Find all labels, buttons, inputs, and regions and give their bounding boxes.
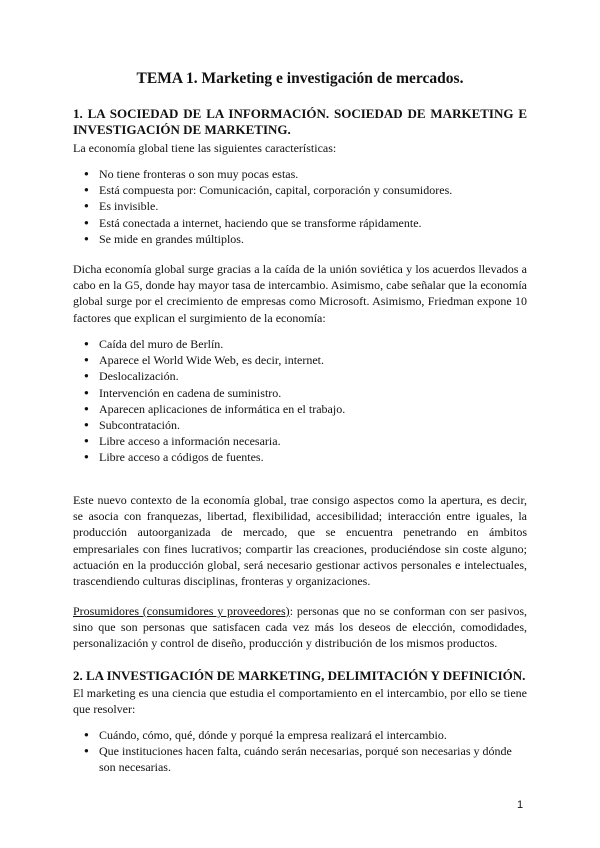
list-item: ● Aparece el World Wide Web, es decir, internet.: [73, 352, 527, 368]
section1-paragraph3: Este nuevo contexto de la economía global, trae consigo aspectos como la apertura, es decir, se asocia con franquezas, libertad, flexibilidad, accesibilidad; interacción entre iguales, la producción autoorganizada de mercado, que se encuentra penetrando en ámbitos empresariales con fines lucrativos; compartir las creaciones, produciéndose sin coste alguno; actuación en la producción global, será necesario gestionar activos personales e intelectuales, trascendiendo culturas disciplinas, fronteras y organizaciones.: [73, 493, 527, 589]
section1-paragraph2: Dicha economía global surge gracias a la caída de la unión soviética y los acuerdos llevados a cabo en la G5, donde hay mayor tasa de intercambio. Asimismo, cabe señalar que la economía global surge por el crecimiento de empresas como Microsoft. Asimismo, Friedman expone 10 factores que explican el surgimiento de la economía:: [73, 262, 527, 325]
list-item: ● Deslocalización.: [73, 368, 527, 384]
list-item: ● Está compuesta por: Comunicación, capital, corporación y consumidores.: [73, 182, 527, 198]
list-item: ● Caída del muro de Berlín.: [73, 336, 527, 352]
list-item: ● No tiene fronteras o son muy pocas estas.: [73, 166, 527, 182]
list-item: ● Libre acceso a códigos de fuentes.: [73, 449, 527, 465]
list-item: ● Libre acceso a información necesaria.: [73, 433, 527, 449]
list-item: ● Cuándo, cómo, qué, dónde y porqué la empresa realizará el intercambio.: [73, 727, 527, 743]
list-item: ● Está conectada a internet, haciendo que se transforme rápidamente.: [73, 215, 527, 231]
prosumers-paragraph: [73, 603, 527, 652]
section1-heading: 1. LA SOCIEDAD DE LA INFORMACIÓN. SOCIEDAD DE MARKETING E INVESTIGACIÓN DE MARKETING.: [73, 106, 527, 137]
list-item: ● Intervención en cadena de suministro.: [73, 385, 527, 401]
section1-intro: La economía global tiene las siguientes características:: [73, 141, 337, 155]
list-item: ● Que instituciones hacen falta, cuándo serán necesarias, porqué son necesarias y dónde son necesarias.: [73, 743, 527, 775]
list-item: ● Aparecen aplicaciones de informática en el trabajo.: [73, 401, 527, 417]
list-item: ● Subcontratación.: [73, 417, 527, 433]
characteristics-list: [73, 166, 527, 247]
list-item: ● Es invisible.: [73, 198, 527, 214]
list-item: ● Se mide en grandes múltiplos.: [73, 231, 527, 247]
factors-list: [73, 336, 527, 466]
section2-heading: 2. LA INVESTIGACIÓN DE MARKETING, DELIMITACIÓN Y DEFINICIÓN.: [73, 668, 526, 683]
section2-intro: El marketing es una ciencia que estudia el comportamiento en el intercambio, por ello se tiene que resolver:: [73, 686, 527, 717]
prosumers-text: : personas que no se conforman con ser pasivos, sino que son personas que satisfacen cada vez más los deseos de elección, comodidades, personalización y control de diseño, producción y distribución de los mismos productos.: [73, 604, 527, 651]
document-title: TEMA 1. Marketing e investigación de mercados.: [136, 70, 464, 87]
prosumers-term: Prosumidores (consumidores y proveedores): [73, 604, 290, 618]
section2-list: [73, 727, 527, 776]
page-number: 1: [517, 799, 524, 811]
